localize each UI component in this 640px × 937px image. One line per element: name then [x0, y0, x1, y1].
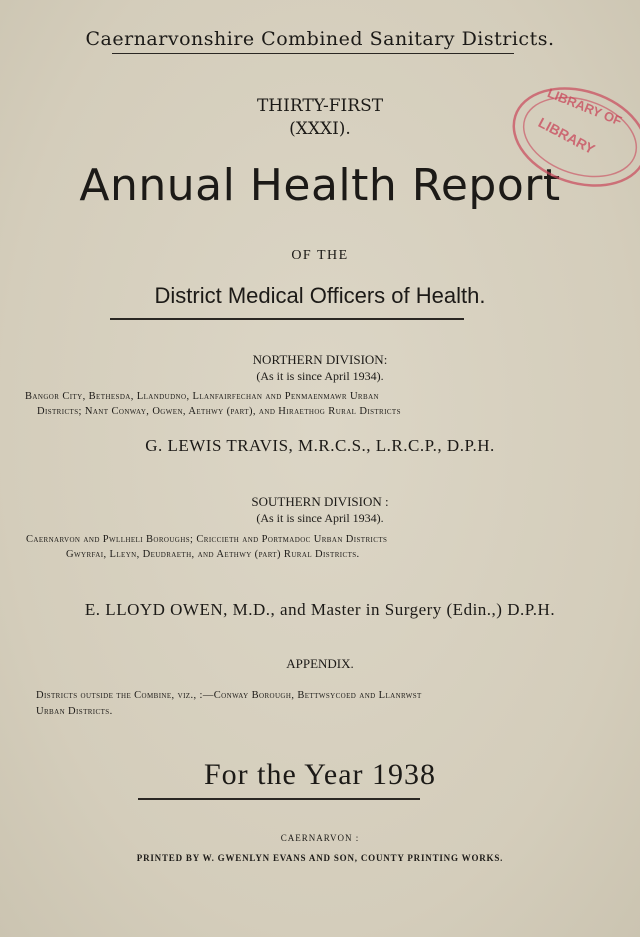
northern-division-note: (As it is since April 1934). — [256, 369, 384, 383]
southern-districts-line1: Caernarvon and Pwllheli Boroughs; Criccieth and Portmadoc Urban Districts — [26, 534, 388, 545]
southern-districts-line2: Gwyrfai, Lleyn, Deudraeth, and Aethwy (part) Rural Districts. — [66, 549, 360, 560]
stamp-text-top: LIBRARY OF — [545, 85, 624, 129]
report-title: Annual Health Report — [79, 160, 561, 211]
report-subtitle: District Medical Officers of Health. — [154, 283, 486, 308]
edition-ordinal: THIRTY-FIRST — [256, 96, 384, 116]
northern-districts-line2: Districts; Nant Conway, Ogwen, Aethwy (part), and Hiraethog Rural Districts — [37, 406, 401, 417]
of-the-text: OF THE — [291, 248, 349, 263]
southern-officer: E. LLOYD OWEN, M.D., and Master in Surgery (Edin.,) D.P.H. — [84, 600, 556, 619]
appendix-heading: APPENDIX. — [286, 656, 354, 671]
northern-officer: G. LEWIS TRAVIS, M.R.C.S., L.R.C.P., D.P.H. — [145, 436, 495, 455]
southern-division-heading: SOUTHERN DIVISION : — [251, 494, 389, 509]
header-title: Caernarvonshire Combined Sanitary Districts. — [85, 28, 555, 50]
printer-line: PRINTED BY W. GWENLYN EVANS AND SON, COUNTY PRINTING WORKS. — [136, 853, 504, 863]
header-rule — [112, 53, 514, 54]
appendix-line1: Districts outside the Combine, viz., :—Conway Borough, Bettwsycoed and Llanrwst — [36, 690, 422, 701]
subtitle-rule — [110, 318, 464, 320]
report-year: For the Year 1938 — [204, 758, 436, 791]
southern-division-note: (As it is since April 1934). — [256, 511, 384, 525]
edition-roman: (XXXI). — [289, 119, 351, 139]
library-stamp-icon — [505, 82, 640, 192]
stamp-text-mid: LIBRARY — [535, 114, 598, 158]
place-of-printing: CAERNARVON : — [280, 833, 360, 843]
year-rule — [138, 798, 420, 800]
northern-division-heading: NORTHERN DIVISION: — [252, 352, 388, 367]
northern-districts-line1: Bangor City, Bethesda, Llandudno, Llanfairfechan and Penmaenmawr Urban — [25, 391, 379, 402]
appendix-line2: Urban Districts. — [36, 706, 113, 717]
